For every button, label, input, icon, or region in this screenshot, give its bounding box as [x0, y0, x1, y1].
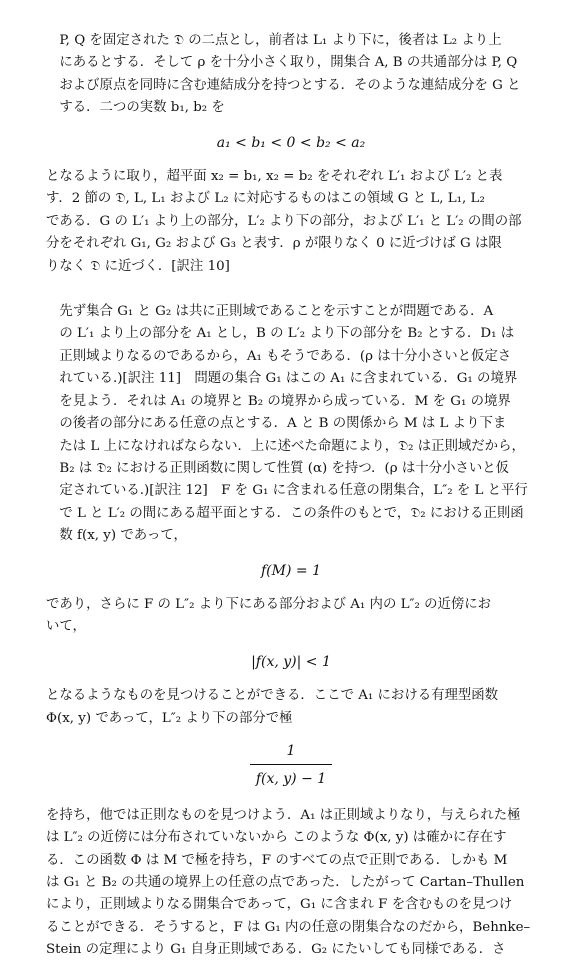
text-line: は G₁ と B₂ の共通の境界上の任意の点であった．したがって Cartan–Thullen — [46, 875, 525, 890]
text-line: の後者の部分にある任意の点とする．A と B の関係から M は L より下ま — [59, 416, 507, 432]
fraction — [250, 740, 332, 791]
equation-fraction — [46, 740, 536, 791]
text-line: および原点を同時に含む連結成分を持つとする．そのような連結成分を G と — [59, 77, 521, 93]
text-line: 数 f(x, y) であって， — [59, 528, 187, 544]
text-line: りなく 𝔇 に近づく．[訳注 10] — [46, 258, 230, 274]
text-line: P, Q を固定された 𝔇 の二点とし，前者は L₁ より下に，後者は L₂ より上 — [59, 33, 502, 48]
equation-abs-bound: |f(x, y)| < 1 — [251, 653, 331, 670]
paragraph-3 — [46, 301, 536, 547]
paragraph-5 — [46, 685, 536, 730]
text-line: であり，さらに F の L″₂ より下にある部分および A₁ 内の L″₂ の近傍にお — [46, 596, 492, 612]
text-line: となるように取り，超平面 x₂ = b₁, x₂ = b₂ をそれぞれ L′₁ および L′₂ と表 — [46, 169, 503, 185]
text-line: により，正則域よりなる開集合であって，G₁ に含まれ F を含むものを見つけ — [46, 897, 513, 913]
text-line: で L と L′₂ の間にある超平面とする．この条件のもとで，𝔇₂ における正則函 — [59, 505, 524, 521]
text-line: を持ち，他では正則なものを見つけよう．A₁ は正則域よりなり，与えられた極 — [46, 807, 521, 823]
fraction-denominator: f(x, y) − 1 — [250, 764, 332, 790]
text-line: れている.)[訳注 11] 問題の集合 G₁ はこの A₁ に含まれている．G₁ の境界 — [59, 371, 518, 387]
equation-f-of-m: f(M) = 1 — [261, 562, 321, 579]
text-line: 定されている.)[訳注 12] F を G₁ に含まれる任意の閉集合，L″₂ を L と平行 — [59, 483, 528, 499]
text-line: たは L 上になければならない．上に述べた命題により，𝔇₂ は正則域だから， — [59, 438, 525, 454]
text-line: る．この函数 Φ は M で極を持ち，F のすべての点で正則である．しかも M — [46, 852, 508, 868]
text-line: する．二つの実数 b₁, b₂ を — [59, 100, 225, 116]
text-line: ることができる．そうすると，F は G₁ 内の任意の閉集合なのだから，Behnke– — [46, 919, 531, 935]
text-line: B₂ は 𝔇₂ における正則函数に関して性質 (α) を持つ．(ρ は十分小さいと仮 — [59, 460, 510, 476]
paragraph-4 — [46, 594, 536, 639]
text-line: を見よう．それは A₁ の境界と B₂ の境界から成っている．M を G₁ の境界 — [59, 393, 511, 409]
text-line: 分をそれぞれ G₁, G₂ および G₃ と表す．ρ が限りなく 0 に近づけば G は限 — [46, 236, 502, 252]
fraction-numerator: 1 — [286, 742, 296, 759]
equation-inequality: a₁ < b₁ < 0 < b₂ < a₂ — [216, 134, 366, 151]
paragraph-1 — [46, 30, 536, 120]
text-line: となるようなものを見つけることができる．ここで A₁ における有理型函数 — [46, 688, 499, 704]
document-page — [46, 30, 536, 962]
text-line: Stein の定理により G₁ 自身正則域である．G₂ にたいしても同様である．さ — [46, 942, 506, 958]
text-line: す．2 節の 𝔇, L, L₁ および L₂ に対応するものはこの領域 G と L, L₁, L₂ — [46, 191, 485, 207]
paragraph-gap — [46, 278, 536, 301]
text-line: いて， — [46, 619, 86, 635]
text-line: Φ(x, y) であって，L″₂ より下の部分で極 — [46, 710, 293, 726]
text-line: の L′₁ より上の部分を A₁ とし，B の L′₂ より下の部分を B₂ とする．D₁ は — [59, 326, 515, 342]
text-line: である．G の L′₁ より上の部分，L′₂ より下の部分，および L′₁ と L′₂ の間の部 — [46, 213, 522, 229]
text-line: 先ず集合 G₁ と G₂ は共に正則域であることを示すことが問題である．A — [59, 304, 494, 320]
text-line: 正則域よりなるのであるから，A₁ もそうである．(ρ は十分小さいと仮定さ — [59, 348, 512, 364]
text-line: にあるとする．そして ρ を十分小さく取り，開集合 A, B の共通部分は P, Q — [59, 55, 518, 71]
paragraph-2 — [46, 166, 536, 278]
paragraph-6 — [46, 805, 536, 962]
text-line: は L″₂ の近傍には分布されていないから このような Φ(x, y) は確かに存在す — [46, 830, 507, 846]
